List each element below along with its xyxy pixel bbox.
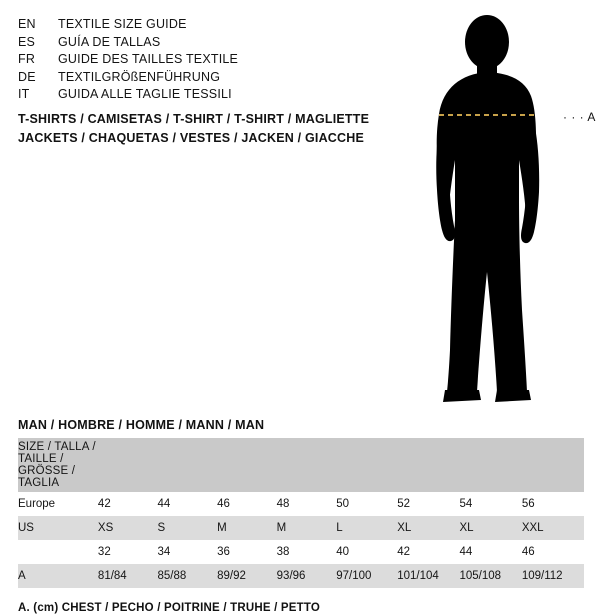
table-header-label: SIZE / TALLA / TAILLE / GRÖSSE / TAGLIA bbox=[18, 438, 98, 492]
row-cell: XS bbox=[98, 516, 158, 540]
measure-label-a bbox=[563, 110, 596, 124]
language-code: DE bbox=[18, 69, 36, 84]
language-text: GUIDE DES TAILLES TEXTILE bbox=[58, 52, 239, 66]
row-cell: 34 bbox=[158, 540, 218, 564]
category-jackets: JACKETS / CHAQUETAS / VESTES / JACKEN / GIACCHE bbox=[18, 131, 365, 145]
table-header-cell bbox=[98, 438, 158, 492]
row-cell: 42 bbox=[397, 540, 459, 564]
table-header-cell bbox=[460, 438, 522, 492]
row-cell: XL bbox=[397, 516, 459, 540]
language-text: GUÍA DE TALLAS bbox=[58, 34, 161, 49]
language-row bbox=[18, 34, 378, 52]
table-header-cell bbox=[277, 438, 337, 492]
language-row bbox=[18, 86, 378, 104]
row-cell: 46 bbox=[522, 540, 584, 564]
row-cell: 42 bbox=[98, 492, 158, 516]
language-code: EN bbox=[18, 17, 36, 31]
table-row bbox=[18, 540, 584, 564]
table-row bbox=[18, 564, 584, 588]
language-row bbox=[18, 16, 378, 34]
category-list bbox=[18, 110, 398, 148]
language-code: ES bbox=[18, 34, 36, 49]
mannequin-figure bbox=[395, 10, 600, 410]
row-label bbox=[18, 540, 98, 564]
language-code: IT bbox=[18, 87, 30, 101]
figure-silhouette-icon bbox=[395, 10, 600, 410]
row-cell: 93/96 bbox=[277, 564, 337, 588]
language-row bbox=[18, 51, 378, 69]
row-cell: L bbox=[336, 516, 397, 540]
row-label: A bbox=[18, 564, 98, 588]
table-header-cell bbox=[217, 438, 277, 492]
row-cell: M bbox=[217, 516, 277, 540]
row-cell: 101/104 bbox=[397, 564, 459, 588]
row-cell: S bbox=[158, 516, 218, 540]
table-row bbox=[18, 516, 584, 540]
table-header-cell bbox=[158, 438, 218, 492]
size-table-section bbox=[18, 418, 584, 614]
row-cell: 109/112 bbox=[522, 564, 584, 588]
row-cell: 44 bbox=[460, 540, 522, 564]
row-cell: 54 bbox=[460, 492, 522, 516]
table-header-cell bbox=[522, 438, 584, 492]
language-row bbox=[18, 69, 378, 87]
row-cell: 50 bbox=[336, 492, 397, 516]
table-header-cell bbox=[397, 438, 459, 492]
row-cell: 52 bbox=[397, 492, 459, 516]
measure-marker: · · · bbox=[563, 110, 585, 124]
language-text: TEXTILGRÖßENFÜHRUNG bbox=[58, 69, 221, 84]
row-cell: 89/92 bbox=[217, 564, 277, 588]
row-cell: 97/100 bbox=[336, 564, 397, 588]
language-text: TEXTILE SIZE GUIDE bbox=[58, 17, 187, 31]
table-header-cell bbox=[336, 438, 397, 492]
row-cell: 85/88 bbox=[158, 564, 218, 588]
row-label: US bbox=[18, 516, 98, 540]
category-tshirts: T-SHIRTS / CAMISETAS / T-SHIRT / T-SHIRT / MAGLIETTE bbox=[18, 112, 370, 126]
table-header-row bbox=[18, 438, 584, 492]
row-cell: 56 bbox=[522, 492, 584, 516]
row-cell: 36 bbox=[217, 540, 277, 564]
row-cell: 46 bbox=[217, 492, 277, 516]
table-footnote: A. (cm) CHEST / PECHO / POITRINE / TRUHE / PETTO bbox=[18, 602, 321, 614]
language-text: GUIDA ALLE TAGLIE TESSILI bbox=[58, 87, 232, 101]
language-list bbox=[18, 16, 378, 104]
table-row bbox=[18, 492, 584, 516]
table-group-title: MAN / HOMBRE / HOMME / MANN / MAN bbox=[18, 418, 265, 432]
measure-letter: A bbox=[587, 110, 596, 124]
row-cell: 40 bbox=[336, 540, 397, 564]
size-table bbox=[18, 438, 584, 588]
row-cell: 81/84 bbox=[98, 564, 158, 588]
row-label: Europe bbox=[18, 492, 98, 516]
row-cell: XXL bbox=[522, 516, 584, 540]
row-cell: 32 bbox=[98, 540, 158, 564]
row-cell: M bbox=[277, 516, 337, 540]
language-code: FR bbox=[18, 52, 36, 66]
row-cell: 38 bbox=[277, 540, 337, 564]
row-cell: 48 bbox=[277, 492, 337, 516]
row-cell: XL bbox=[460, 516, 522, 540]
row-cell: 105/108 bbox=[460, 564, 522, 588]
row-cell: 44 bbox=[158, 492, 218, 516]
